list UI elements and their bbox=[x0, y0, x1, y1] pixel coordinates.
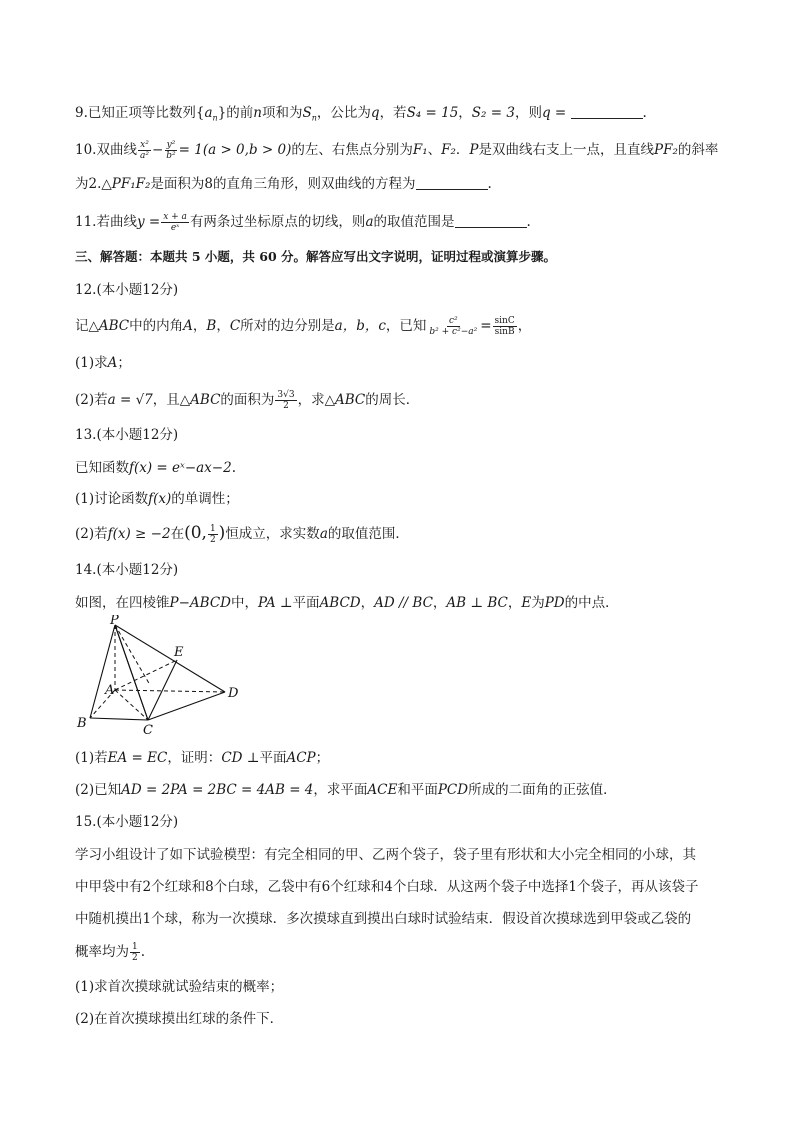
q12-frac1-den: b² + c²−a² bbox=[429, 327, 478, 337]
q13-sub1 bbox=[75, 490, 734, 508]
label-C: C bbox=[143, 723, 153, 738]
q10-frac2-den: b² bbox=[166, 151, 176, 161]
q10-tail: . bbox=[487, 176, 492, 192]
q14-pa-perp: PA ⊥ bbox=[257, 595, 293, 611]
q13-text: 恒成立，求实数 bbox=[225, 526, 320, 542]
q11-y: y = bbox=[136, 214, 161, 230]
q11-frac-num: x + a bbox=[163, 212, 187, 222]
q9-cond2: S₂ = 3 bbox=[471, 105, 515, 121]
q14-text: 和平面 bbox=[397, 782, 438, 798]
q14-ea-ec: EA = EC bbox=[107, 750, 168, 766]
q14-header: 14.(本小题12分) bbox=[75, 562, 179, 578]
q14-text: 中， bbox=[230, 595, 258, 611]
q13-text: (2)若 bbox=[75, 526, 108, 542]
q12-text: 的面积为 bbox=[220, 392, 275, 408]
pyramid-diagram bbox=[75, 615, 250, 740]
q12-text: ； bbox=[117, 355, 131, 371]
q10-F1: F₁ bbox=[412, 142, 428, 158]
q10-minus: − bbox=[151, 142, 164, 158]
q15-frac-num: 1 bbox=[132, 942, 138, 952]
label-D: D bbox=[228, 686, 239, 701]
question-9 bbox=[75, 104, 734, 128]
q12-triangle: △ABC bbox=[88, 318, 130, 334]
q12-text: ， bbox=[517, 318, 532, 334]
q10-text: 、 bbox=[427, 142, 442, 158]
q14-PD: PD bbox=[544, 595, 565, 611]
q12-sides: a，b，c bbox=[334, 318, 386, 334]
q11-a: a bbox=[365, 214, 374, 230]
q14-sub2 bbox=[75, 781, 734, 799]
q10-frac2 bbox=[164, 140, 177, 161]
q14-text: 为 bbox=[531, 595, 545, 611]
q12-frac1 bbox=[427, 316, 479, 337]
q10-P: P bbox=[469, 142, 479, 158]
q10-text: 是面积为8的直角三角形，则双曲线的方程为 bbox=[150, 176, 416, 192]
q12-B: B bbox=[206, 318, 217, 334]
q11-text: 有两条过坐标原点的切线，则 bbox=[189, 214, 366, 230]
edge-AD bbox=[115, 690, 225, 692]
q14-text: 的中点． bbox=[564, 595, 619, 611]
q11-text: 11.若曲线 bbox=[75, 214, 137, 230]
answer-blank[interactable] bbox=[571, 104, 643, 119]
q11-frac-den: eˣ bbox=[170, 223, 180, 233]
q10-frac1-num: x² bbox=[140, 140, 149, 150]
q10-text: 的斜率 bbox=[677, 142, 719, 158]
q14-stem bbox=[75, 594, 734, 612]
q14-cd-perp: CD ⊥ bbox=[221, 750, 260, 766]
q10-text: 是双曲线右支上一点，且直线 bbox=[478, 142, 654, 158]
q9-text: ，公比为 bbox=[316, 105, 371, 121]
q12-text: ，已知 bbox=[385, 318, 427, 334]
q9-S: S bbox=[302, 105, 312, 121]
q12-area-den: 2 bbox=[283, 401, 289, 411]
q12-stem bbox=[75, 316, 734, 337]
q14-pyramid: P−ABCD bbox=[169, 595, 231, 611]
q12-a-eq: a = √7 bbox=[107, 392, 153, 408]
q12-header: 12.(本小题12分) bbox=[75, 282, 179, 298]
q10-frac1 bbox=[138, 140, 151, 161]
q14-E: E bbox=[521, 595, 532, 611]
q11-tail: . bbox=[526, 214, 531, 230]
q12-area-num: 3√3 bbox=[277, 390, 295, 400]
edge-AE bbox=[115, 660, 177, 690]
q12-text: ，求 bbox=[297, 392, 325, 408]
answer-blank[interactable] bbox=[416, 175, 488, 190]
q12-text: 中的内角 bbox=[129, 318, 184, 334]
q12-frac2-den: sinB bbox=[494, 327, 515, 337]
q9-S-sub: n bbox=[311, 113, 317, 123]
q14-sub1 bbox=[75, 749, 734, 767]
q10-text: 为2. bbox=[75, 176, 102, 192]
q14-perp: AB ⊥ BC bbox=[446, 595, 508, 611]
q11-frac bbox=[161, 212, 189, 233]
q12-triangle: △ABC bbox=[324, 392, 366, 408]
q15-sub2: (2)在首次摸球摸出红球的条件下． bbox=[75, 1011, 284, 1027]
q10-eq: = 1(a > 0,b > 0) bbox=[178, 142, 292, 158]
q15-line1: 学习小组设计了如下试验模型：有完全相同的甲、乙两个袋子，袋子里有形状和大小完全相同的小球，其 bbox=[75, 847, 696, 863]
q14-plane-acp: ACP bbox=[286, 750, 316, 766]
q14-parallel: AD // BC bbox=[374, 595, 433, 611]
q9-seq-sub: n bbox=[212, 113, 218, 123]
edge-PB bbox=[90, 625, 115, 718]
q13-text: 已知函数 bbox=[75, 460, 129, 476]
edge-PD bbox=[115, 625, 225, 692]
q14-text: (1)若 bbox=[75, 750, 108, 766]
q12-text: 的周长． bbox=[365, 392, 420, 408]
q9-q: q bbox=[370, 105, 380, 121]
label-P: P bbox=[110, 615, 119, 628]
q11-text: 的取值范围是 bbox=[373, 214, 455, 230]
q13-text: 的单调性； bbox=[171, 491, 239, 507]
q12-text: (1)求 bbox=[75, 355, 108, 371]
q14-text: ，求平面 bbox=[313, 782, 368, 798]
question-10-line2 bbox=[75, 175, 734, 193]
q15-frac bbox=[130, 942, 140, 963]
q12-triangle: △ABC bbox=[179, 392, 221, 408]
q10-frac1-den: a² bbox=[139, 151, 149, 161]
q9-ask: q = bbox=[541, 105, 567, 121]
q15-header: 15.(本小题12分) bbox=[75, 814, 179, 830]
q13-sub2 bbox=[75, 524, 734, 545]
q15-sub1: (1)求首次摸球就试验结束的概率； bbox=[75, 979, 284, 995]
q13-text: 在 bbox=[170, 526, 185, 542]
q10-text: 的左、右焦点分别为 bbox=[291, 142, 413, 158]
q14-text: 所成的二面角的正弦值． bbox=[468, 782, 617, 798]
q12-area-frac bbox=[275, 390, 296, 411]
q12-text: 所对的边分别是 bbox=[240, 318, 335, 334]
q13-inequality: f(x) ≥ −2 bbox=[107, 526, 171, 542]
q10-frac2-num: y² bbox=[166, 140, 176, 150]
q12-text: 记 bbox=[75, 318, 89, 334]
q13-text: 的取值范围． bbox=[327, 526, 409, 542]
edge-PC2 bbox=[115, 625, 148, 720]
q10-text: 10.双曲线 bbox=[75, 142, 137, 158]
section-3-title: 三、解答题：本题共 5 小题，共 60 分。解答应写出文字说明，证明过程或演算步骤。 bbox=[75, 249, 557, 264]
q13-a: a bbox=[319, 526, 328, 542]
q13-stem bbox=[75, 459, 734, 477]
q12-sub2 bbox=[75, 390, 734, 411]
q12-frac1-num: c² bbox=[448, 316, 458, 326]
q9-tail: . bbox=[642, 105, 647, 121]
question-10 bbox=[75, 140, 734, 161]
pyramid-figure bbox=[75, 615, 250, 740]
q13-text: (1)讨论函数 bbox=[75, 491, 149, 507]
q9-cond1: S₄ = 15 bbox=[406, 105, 459, 121]
q15-line3: 中随机摸出1个球，称为一次摸球．多次摸球直到摸出白球时试验结束．假设首次摸球选到甲袋或乙袋的 bbox=[75, 911, 692, 927]
q14-plane-pcd: PCD bbox=[437, 782, 469, 798]
q14-text: ， bbox=[360, 595, 375, 611]
q13-interval-frac bbox=[208, 524, 218, 545]
q12-text: ，且 bbox=[152, 392, 180, 408]
q15-line4 bbox=[75, 942, 734, 963]
q9-seq: a bbox=[204, 105, 213, 121]
q14-lengths: AD = 2PA = 2BC = 4AB = 4 bbox=[121, 782, 314, 798]
label-A: A bbox=[105, 683, 115, 698]
q9-text: ，则 bbox=[514, 105, 542, 121]
q14-text: 如图，在四棱锥 bbox=[75, 595, 170, 611]
q14-text: ， bbox=[432, 595, 447, 611]
q14-text: 平面 bbox=[259, 750, 287, 766]
q9-text: 9.已知正项等比数列{ bbox=[75, 105, 205, 121]
q14-text: ； bbox=[315, 750, 330, 766]
q12-A: A bbox=[183, 318, 193, 334]
label-E: E bbox=[174, 645, 184, 660]
q13-text: . bbox=[231, 460, 236, 476]
q15-text: . bbox=[140, 944, 146, 960]
question-11 bbox=[75, 212, 734, 233]
q12-text: ， bbox=[192, 318, 207, 334]
q12-frac2 bbox=[493, 316, 517, 337]
q13-interval-right: ) bbox=[218, 523, 226, 543]
q12-eq: = bbox=[480, 318, 492, 334]
q13-function: f(x) = eˣ−ax−2 bbox=[129, 460, 232, 476]
q10-triangle: △PF₁F₂ bbox=[101, 176, 151, 192]
q12-A: A bbox=[107, 355, 118, 371]
q14-plane: ABCD bbox=[319, 595, 361, 611]
q13-fx: f(x) bbox=[148, 491, 172, 507]
q13-interval-left: (0, bbox=[184, 523, 207, 543]
q14-text: (2)已知 bbox=[75, 782, 122, 798]
q10-F2: F₂ bbox=[441, 142, 456, 158]
q15-frac-den: 2 bbox=[132, 953, 138, 963]
q15-text: 概率均为 bbox=[75, 944, 129, 960]
q9-text: }的前 bbox=[217, 105, 254, 121]
q15-line2: 中甲袋中有2个红球和8个白球，乙袋中有6个红球和4个白球．从这两个袋子中选择1个袋子，再从该袋子 bbox=[75, 879, 699, 895]
q12-text: ， bbox=[216, 318, 230, 334]
q14-text: ， bbox=[507, 595, 522, 611]
q12-text: (2)若 bbox=[75, 392, 108, 408]
q13-frac-num: 1 bbox=[209, 524, 216, 534]
q12-sub1 bbox=[75, 354, 734, 372]
q10-PF2: PF₂ bbox=[654, 142, 678, 158]
q9-text: ，若 bbox=[379, 105, 407, 121]
q9-text: ， bbox=[458, 105, 472, 121]
q13-frac-den: 2 bbox=[209, 535, 216, 545]
edge-BC bbox=[90, 718, 148, 720]
q10-text: ． bbox=[455, 142, 470, 158]
label-B: B bbox=[77, 716, 87, 731]
q9-text: 项和为 bbox=[262, 105, 303, 121]
q9-n: n bbox=[253, 105, 262, 121]
q13-header: 13.(本小题12分) bbox=[75, 427, 179, 443]
q12-frac2-num: sinC bbox=[494, 316, 515, 326]
q14-text: 平面 bbox=[292, 595, 320, 611]
q14-text: ，证明： bbox=[167, 750, 222, 766]
answer-blank[interactable] bbox=[455, 213, 527, 228]
q14-plane-ace: ACE bbox=[367, 782, 398, 798]
q12-C: C bbox=[229, 318, 241, 334]
